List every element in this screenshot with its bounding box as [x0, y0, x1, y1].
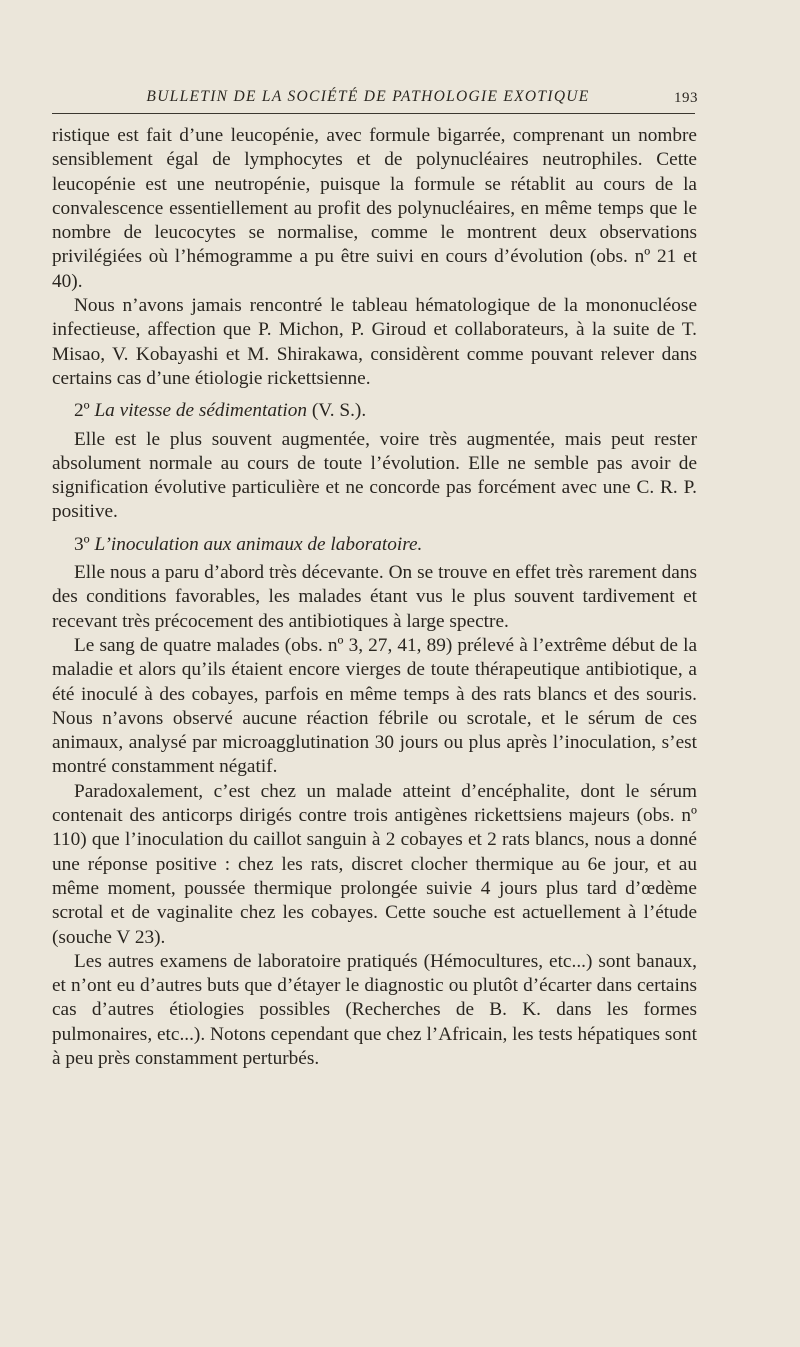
section-title: La vitesse de sédimentation: [94, 400, 308, 422]
paragraph-sang: Le sang de quatre malades (obs. nº 3, 27, 41, 89) prélevé à l’extrême début de la maladie et alors qu’ils étaient encore vierges de toute thérapeutique antibiotique, a été inoculé à des cobayes, parfois en même temps à des rats blancs et des souris. Nous n’avons observé aucune réaction fébrile ou scrotale, et le sérum de ces animaux, analysé par microagglutination 30 jours ou plus après l’inoculation, s’est montré constamment négatif.: [52, 634, 697, 778]
body-text: [52, 124, 697, 1071]
section-number: 3º: [74, 533, 90, 555]
paragraph-autres-examens: Les autres examens de laboratoire pratiqués (Hémocultures, etc...) sont banaux, et n’ont eu d’autres buts que d’étayer le diagnostic ou plutôt d’écarter dans certains cas d’autres étiologies possibles (Recherches de B. K. dans les formes pulmonaires, etc...). Notons cependant que chez l’Africain, les tests hépatiques sont à peu près constamment perturbés.: [52, 950, 697, 1069]
section-heading-inoculation: [52, 533, 697, 557]
paragraph-mononucleose: Nous n’avons jamais rencontré le tableau hématologique de la mononucléose infectieuse, affection que P. Michon, P. Giroud et collaborateurs, à la suite de T. Misao, V. Kobayashi et M. Shirakawa, considèrent comme pouvant relever dans certains cas d’une étiologie rickettsienne.: [52, 295, 697, 389]
running-header: [58, 84, 698, 114]
paragraph-vs: Elle est le plus souvent augmentée, voire très augmentée, mais peut rester absolument normale au cours de toute l’évolution. Elle ne semble pas avoir de signification évolutive particulière et ne concorde pas forcément avec une C. R. P. positive.: [52, 428, 697, 523]
section-heading-vs: [52, 399, 697, 423]
header-rule: [52, 113, 695, 114]
paragraph-paradoxalement: Paradoxalement, c’est chez un malade atteint d’encéphalite, dont le sérum contenait des anticorps dirigés contre trois antigènes rickettsiens majeurs (obs. nº 110) que l’inoculation du caillot sanguin à 2 cobayes et 2 rats blancs, nous a donné une réponse positive : chez les rats, discret clocher thermique au 6e jour, et au même moment, poussée thermique prolongée suivie 4 jours plus tard d’œdème scrotal et de vaginalite chez les cobayes. Cette souche est actuellement à l’étude (souche V 23).: [52, 780, 697, 948]
section-title: L’inoculation aux animaux de laboratoire.: [94, 533, 423, 555]
section-number: 2º: [74, 400, 90, 422]
paragraph-decevante: Elle nous a paru d’abord très décevante. On se trouve en effet très rarement dans des conditions favorables, les malades étant vus le plus souvent tardivement et recevant très précocement des antibiotiques à large spectre.: [52, 562, 697, 632]
journal-title: BULLETIN DE LA SOCIÉTÉ DE PATHOLOGIE EXOTIQUE: [146, 88, 590, 105]
section-title-suffix: (V. S.).: [307, 400, 367, 422]
page-number: 193: [674, 90, 698, 106]
paragraph-continuation: ristique est fait d’une leucopénie, avec formule bigarrée, comprenant un nombre sensiblement égal de lymphocytes et de polynucléaires neutrophiles. Cette leucopénie est une neutropénie, puisque la formule se rétablit au cours de la convalescence essentiellement au profit des polynucléaires, en même temps que le nombre de leucocytes se normalise, comme le montrent deux observations privilégiées où l’hémogramme a pu être suivi en cours d’évolution (obs. nº 21 et 40).: [52, 125, 697, 292]
